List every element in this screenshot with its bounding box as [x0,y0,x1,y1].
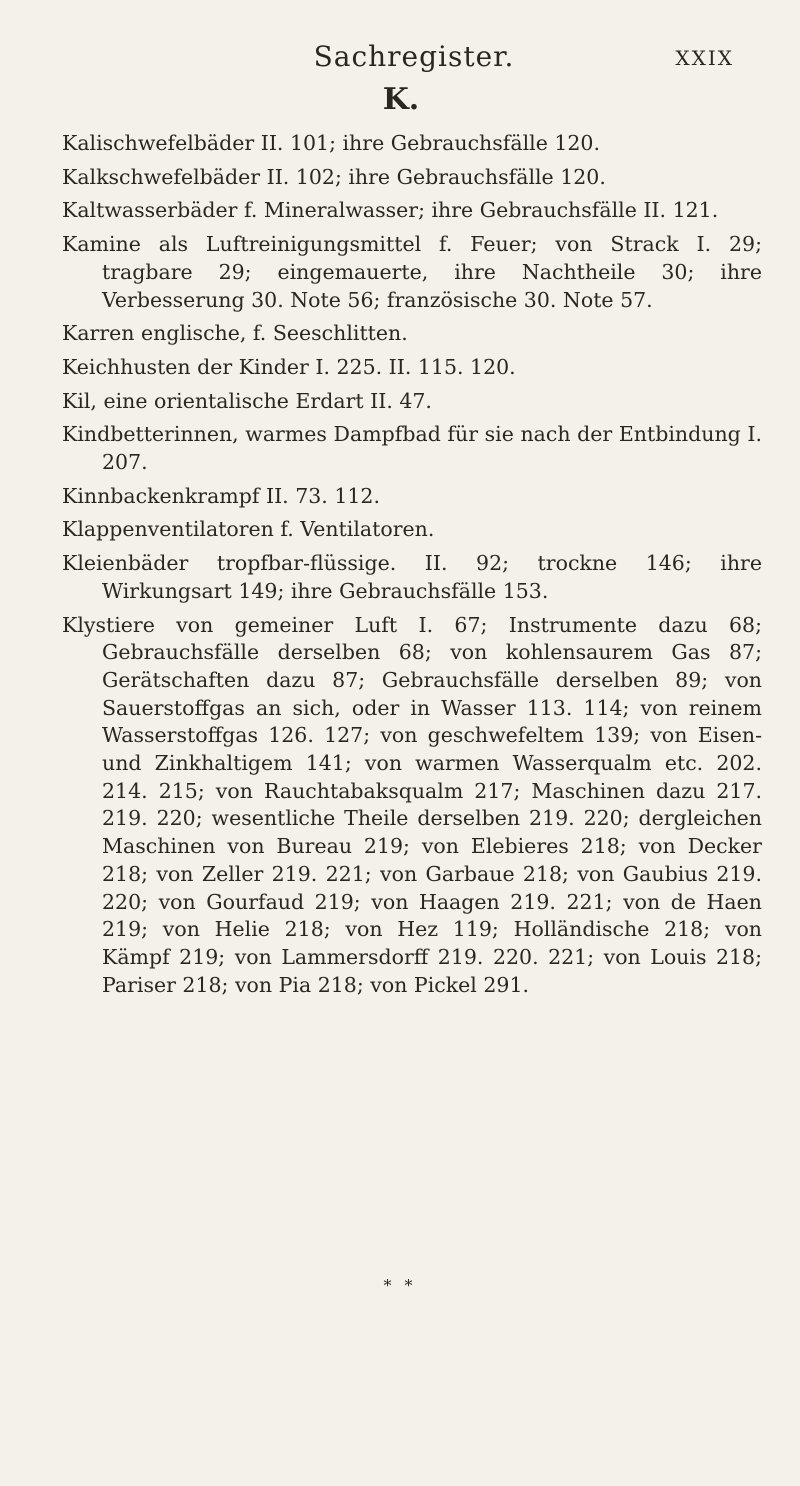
running-title: Sachregister. [313,40,515,73]
index-entry: Kalischwefelbäder II. 101; ihre Gebrauchsfälle 120. [62,131,600,155]
index-entry: Kindbetterinnen, warmes Dampfbad für sie nach der Entbindung I. 207. [62,422,762,475]
index-entry: Keichhusten der Kinder I. 225. II. 115. 120. [62,354,516,379]
running-head [0,10,800,80]
index-entry: Kleienbäder tropfbar-flüssige. II. 92; trockne 146; ihre Wirkungsart 149; ihre Gebrauchsfälle 153. [62,551,762,603]
section-letter: K. [382,82,420,117]
index-entry: Kaltwasserbäder f. Mineralwasser; ihre Gebrauchsfälle II. 121. [62,198,719,223]
page-number: XXIX [675,46,734,70]
index-entry: Kinnbackenkrampf II. 73. 112. [62,483,380,508]
index-entry: Kalkschwefelbäder II. 102; ihre Gebrauchsfälle 120. [62,164,606,189]
index-entry: Klystiere von gemeiner Luft I. 67; Instrumente dazu 68; Gebrauchsfälle derselben 68; von kohlensaurem Gas 87; Gerätschaften dazu 87; Gebrauchsfälle derselben 89; von Sauerstoffgas an sich, oder in Wasser 113. 114; von reinem Wasserstoffgas 126. 127; von geschwefeltem 139; von Eisen- und Zinkhaltigem 141; von warmen Wasserqualm etc. 202. 214. 215; von Rauchtabaksqualm 217; Maschinen dazu 217. 219. 220; wesentliche Theile derselben 219. 220; dergleichen Maschinen von Bureau 219; von Elebieres 218; von Decker 218; von Zeller 219. 221; von Garbaue 218; von Gaubius 219. 220; von Gourfaud 219; von Haagen 219. 221; von de Haen 219; von Helie 218; von Hez 119; Holländische 218; von Kämpf 219; von Lammersdorff 219. 220. 221; von Louis 218; Pariser 218; von Pia 218; von Pickel 291. [62,612,762,997]
index-entry: Karren englische, f. Seeschlitten. [62,321,408,346]
signature-mark: * * [383,1276,417,1295]
index-entry: Klappenventilatoren f. Ventilatoren. [62,517,435,542]
index-entry-list [62,130,762,1005]
index-entry: Kamine als Luftreinigungsmittel f. Feuer; von Strack I. 29; tragbare 29; eingemauerte, ihre Nachtheile 30; ihre Verbesserung 30. Note 56; französische 30. Note 57. [62,232,762,312]
index-entry: Kil, eine orientalische Erdart II. 47. [62,388,432,413]
